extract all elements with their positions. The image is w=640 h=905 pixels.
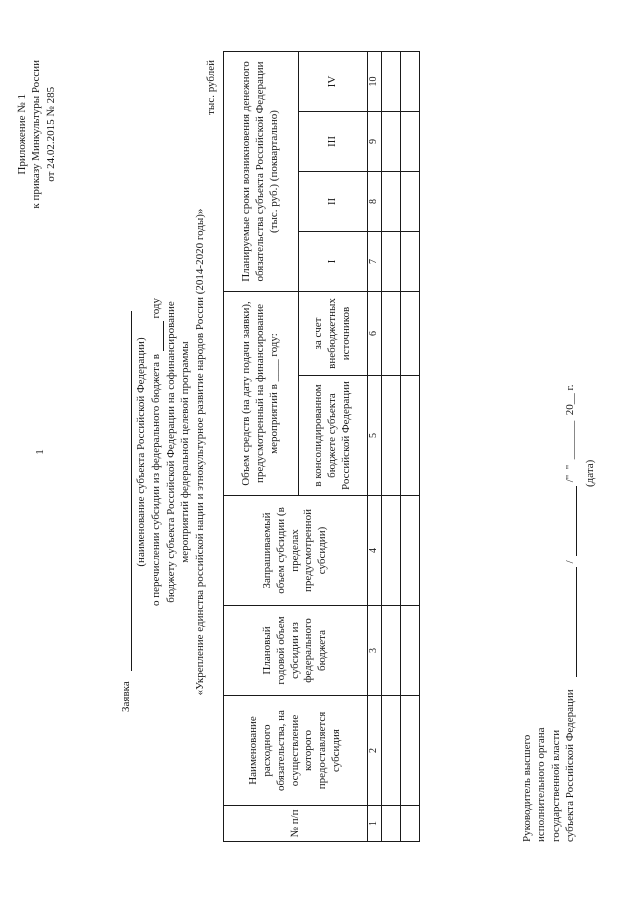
table-cell <box>400 52 419 112</box>
header-obligation-name: Наименование расходного обязательства, на осуществление которого предоставляется субсидия <box>224 696 368 806</box>
table-row <box>400 52 419 842</box>
table-cell <box>400 496 419 606</box>
header-consolidated-budget: в консолидированном бюджете субъекта Российской Федерации <box>299 376 368 496</box>
appendix-line-1: Приложение № 1 <box>16 94 28 175</box>
name-blank <box>564 486 577 556</box>
heading-line-1-start: о перечислении субсидии из федерального бюджета в <box>149 354 162 606</box>
table-cell <box>381 696 400 806</box>
header-planned-deadlines: Планируемые сроки возникновения денежного обязательства субъекта Российской Федерации (тыс. руб.) (поквартально) <box>224 52 299 292</box>
table-cell <box>400 606 419 696</box>
appendix-block <box>15 60 58 209</box>
column-number: 1 <box>368 806 382 842</box>
table-cell <box>381 172 400 232</box>
table-cell <box>381 292 400 376</box>
column-number: 2 <box>368 696 382 806</box>
signature-blank <box>564 567 577 677</box>
column-number: 4 <box>368 496 382 606</box>
signature-block <box>520 242 596 842</box>
table-cell <box>400 376 419 496</box>
table-cell <box>400 112 419 172</box>
year-blank <box>151 321 164 351</box>
table-cell <box>381 606 400 696</box>
column-number: 5 <box>368 376 382 496</box>
heading-line-1-end: году <box>149 298 162 319</box>
date-template: /" " _______ 20__ г. <box>563 384 576 483</box>
table-cell <box>400 232 419 292</box>
signature-slash: / <box>563 560 576 564</box>
column-number: 10 <box>368 52 382 112</box>
page-number: 1 <box>34 449 46 455</box>
title-line <box>119 192 134 712</box>
signatory-line-2: исполнительного органа <box>535 727 548 842</box>
header-quarter-2: II <box>299 172 368 232</box>
column-number: 7 <box>368 232 382 292</box>
subject-name-blank <box>119 311 132 671</box>
signatory-line-4: субъекта Российской Федерации <box>563 689 576 842</box>
table-cell <box>381 496 400 606</box>
column-number: 6 <box>368 292 382 376</box>
table-cell <box>400 696 419 806</box>
table-cell <box>400 806 419 842</box>
heading-line-1 <box>149 192 164 712</box>
signatory-line-1: Руководитель высшего <box>521 734 533 842</box>
header-requested-volume: Запрашиваемый объем субсидии (в пределах предусмотренной субсидии) <box>224 496 368 606</box>
table-cell <box>400 292 419 376</box>
table-row <box>381 52 400 842</box>
table-cell <box>381 112 400 172</box>
column-number: 8 <box>368 172 382 232</box>
application-heading <box>119 192 208 712</box>
table-cell <box>381 376 400 496</box>
heading-line-4: «Укрепление единства российской нации и этнокультурное развитие народов России (2014-2020 годы)» <box>194 208 207 696</box>
heading-line-3: мероприятий федеральной целевой программы <box>179 341 192 563</box>
rotated-form <box>15 42 625 862</box>
subject-caption: (наименование субъекта Российской Федерации) <box>134 337 147 567</box>
table-cell <box>400 172 419 232</box>
header-planned-volume: Плановый годовой объем субсидии из федерального бюджета <box>224 606 368 696</box>
header-quarter-1: I <box>299 232 368 292</box>
heading-line-2: бюджету субъекта Российской Федерации на софинансирование <box>164 301 177 603</box>
application-title: Заявка <box>120 681 132 712</box>
units-label: тыс. рублей <box>205 60 217 115</box>
table-cell <box>381 52 400 112</box>
table-cell <box>381 806 400 842</box>
subsidy-table <box>223 51 420 842</box>
appendix-line-2: к приказу Минкультуры России <box>30 60 43 209</box>
table-cell <box>381 232 400 292</box>
date-label: (дата) <box>584 459 596 487</box>
signature-line <box>563 242 577 842</box>
signatory-line-3: государственной власти <box>549 729 562 842</box>
column-number-row <box>368 52 382 842</box>
header-quarter-3: III <box>299 112 368 172</box>
header-number: № п/п <box>224 806 368 842</box>
column-number: 9 <box>368 112 382 172</box>
header-funds-volume: Объем средств (на дату подачи заявки), предусмотренный на финансирование мероприятий в ____ году: <box>224 292 299 496</box>
header-extrabudgetary: за счет внебюджетных источников <box>299 292 368 376</box>
appendix-line-3: от 24.02.2015 № 285 <box>44 86 57 182</box>
column-number: 3 <box>368 606 382 696</box>
subsidy-table-area <box>223 52 420 842</box>
header-quarter-4: IV <box>299 52 368 112</box>
